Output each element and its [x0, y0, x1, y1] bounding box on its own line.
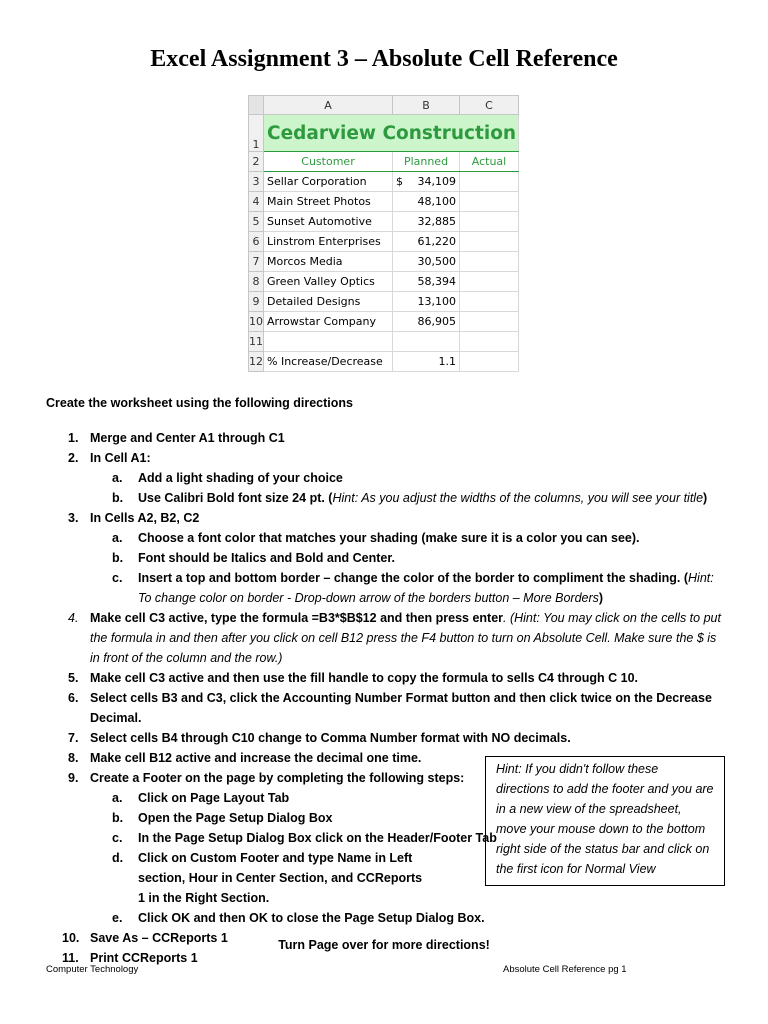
list-subitem: e. Click OK and then OK to close the Page Setup Dialog Box.	[112, 911, 485, 925]
list-subitem: b. Font should be Italics and Bold and Center.	[112, 551, 395, 565]
planned-value: 34,109	[417, 175, 456, 188]
row-header: 7	[249, 252, 264, 272]
row-header: 2	[249, 152, 264, 172]
row-header: 3	[249, 172, 264, 192]
list-item: 3. In Cells A2, B2, C2	[68, 511, 200, 525]
customer-cell: Detailed Designs	[264, 292, 393, 312]
row-header: 6	[249, 232, 264, 252]
list-item: 8. Make cell B12 active and increase the decimal one time.	[68, 751, 422, 765]
row-header: 12	[249, 352, 264, 372]
planned-cell: 13,100	[393, 292, 460, 312]
dollar-sign: $	[396, 175, 403, 188]
customer-cell: Green Valley Optics	[264, 272, 393, 292]
list-item: 7. Select cells B4 through C10 change to Comma Number format with NO decimals.	[68, 731, 571, 745]
list-subitem: c. Insert a top and bottom border – change the color of the border to compliment the shading. (Hint: To change color on border - Drop-down arrow of the borders button – More Borders)	[112, 571, 714, 605]
customer-cell: Sunset Automotive	[264, 212, 393, 232]
list-item: 2. In Cell A1:	[68, 451, 151, 465]
directions-list	[46, 428, 726, 968]
increase-value-cell: 1.1	[393, 352, 460, 372]
customer-cell: Main Street Photos	[264, 192, 393, 212]
banner-cell: Cedarview Construction	[264, 115, 519, 152]
actual-cell	[460, 192, 519, 212]
header-actual: Actual	[460, 152, 519, 172]
list-item: 5. Make cell C3 active and then use the fill handle to copy the formula to sells C4 through C 10.	[68, 671, 639, 685]
footer-left: Computer Technology	[46, 964, 139, 975]
actual-cell	[460, 172, 519, 192]
row-header: 11	[249, 332, 264, 352]
table-row	[249, 172, 519, 192]
footer-right: Absolute Cell Reference pg 1	[503, 964, 627, 975]
planned-cell: 58,394	[393, 272, 460, 292]
table-row	[249, 272, 519, 292]
actual-cell	[460, 212, 519, 232]
list-subitem: a. Click on Page Layout Tab	[112, 791, 290, 805]
table-row	[249, 212, 519, 232]
table-row	[249, 292, 519, 312]
list-subitem: d. Click on Custom Footer and type Name in Left section, Hour in Center Section, and CCReports 1 in the Right Section.	[112, 851, 423, 905]
increase-label-cell: % Increase/Decrease	[264, 352, 393, 372]
list-item: 4. Make cell C3 active, type the formula =B3*$B$12 and then press enter. (Hint: You may click on the cells to put the formula in and then after you click on cell B12 press the F4 button to turn on Absolute Cell. Make sure the $ is in front of the column and the row.)	[68, 611, 721, 665]
actual-cell	[460, 292, 519, 312]
planned-cell: 32,885	[393, 212, 460, 232]
column-header-c: C	[460, 96, 519, 115]
column-header-a: A	[264, 96, 393, 115]
planned-cell: 30,500	[393, 252, 460, 272]
table-row	[249, 192, 519, 212]
list-item: 11. Print CCReports 1	[62, 951, 198, 965]
table-row	[249, 332, 519, 352]
header-customer: Customer	[264, 152, 393, 172]
list-subitem: a. Add a light shading of your choice	[112, 471, 343, 485]
turn-page-note: Turn Page over for more directions!	[278, 938, 490, 952]
customer-cell: Linstrom Enterprises	[264, 232, 393, 252]
customer-cell: Arrowstar Company	[264, 312, 393, 332]
list-subitem: b. Open the Page Setup Dialog Box	[112, 811, 333, 825]
list-subitem: b. Use Calibri Bold font size 24 pt. (Hint: As you adjust the widths of the columns, you will see your title)	[112, 491, 708, 505]
empty-cell	[460, 332, 519, 352]
actual-cell	[460, 232, 519, 252]
empty-cell	[264, 332, 393, 352]
empty-cell	[460, 352, 519, 372]
list-item: 1. Merge and Center A1 through C1	[68, 431, 285, 445]
row-header: 8	[249, 272, 264, 292]
sheet-corner	[249, 96, 264, 115]
actual-cell	[460, 252, 519, 272]
page-title: Excel Assignment 3 – Absolute Cell Reference	[150, 46, 618, 72]
table-row	[249, 312, 519, 332]
spreadsheet-image	[248, 95, 518, 372]
list-subitem: c. In the Page Setup Dialog Box click on the Header/Footer Tab	[112, 831, 497, 845]
customer-cell: Sellar Corporation	[264, 172, 393, 192]
table-row	[249, 352, 519, 372]
list-item: 6. Select cells B3 and C3, click the Accounting Number Format button and then click twice on the Decrease Decimal.	[68, 691, 712, 725]
row-header: 5	[249, 212, 264, 232]
empty-cell	[393, 332, 460, 352]
row-header: 10	[249, 312, 264, 332]
row-header: 4	[249, 192, 264, 212]
planned-cell: 48,100	[393, 192, 460, 212]
header-planned: Planned	[393, 152, 460, 172]
planned-cell	[393, 172, 460, 192]
list-subitem: a. Choose a font color that matches your shading (make sure it is a color you can see).	[112, 531, 640, 545]
column-header-b: B	[393, 96, 460, 115]
row-header: 9	[249, 292, 264, 312]
hint-box: Hint: If you didn't follow these directions to add the footer and you are in a new view of the spreadsheet, move your mouse down to the bottom right side of the status bar and click on the first icon for Normal View	[485, 756, 725, 886]
table-row	[249, 252, 519, 272]
actual-cell	[460, 312, 519, 332]
actual-cell	[460, 272, 519, 292]
table-row	[249, 232, 519, 252]
planned-cell: 86,905	[393, 312, 460, 332]
list-item: 10. Save As – CCReports 1	[62, 931, 228, 945]
list-item: 9. Create a Footer on the page by completing the following steps:	[68, 771, 465, 785]
customer-cell: Morcos Media	[264, 252, 393, 272]
intro-text: Create the worksheet using the following directions	[46, 396, 353, 410]
planned-cell: 61,220	[393, 232, 460, 252]
row-header: 1	[249, 115, 264, 152]
